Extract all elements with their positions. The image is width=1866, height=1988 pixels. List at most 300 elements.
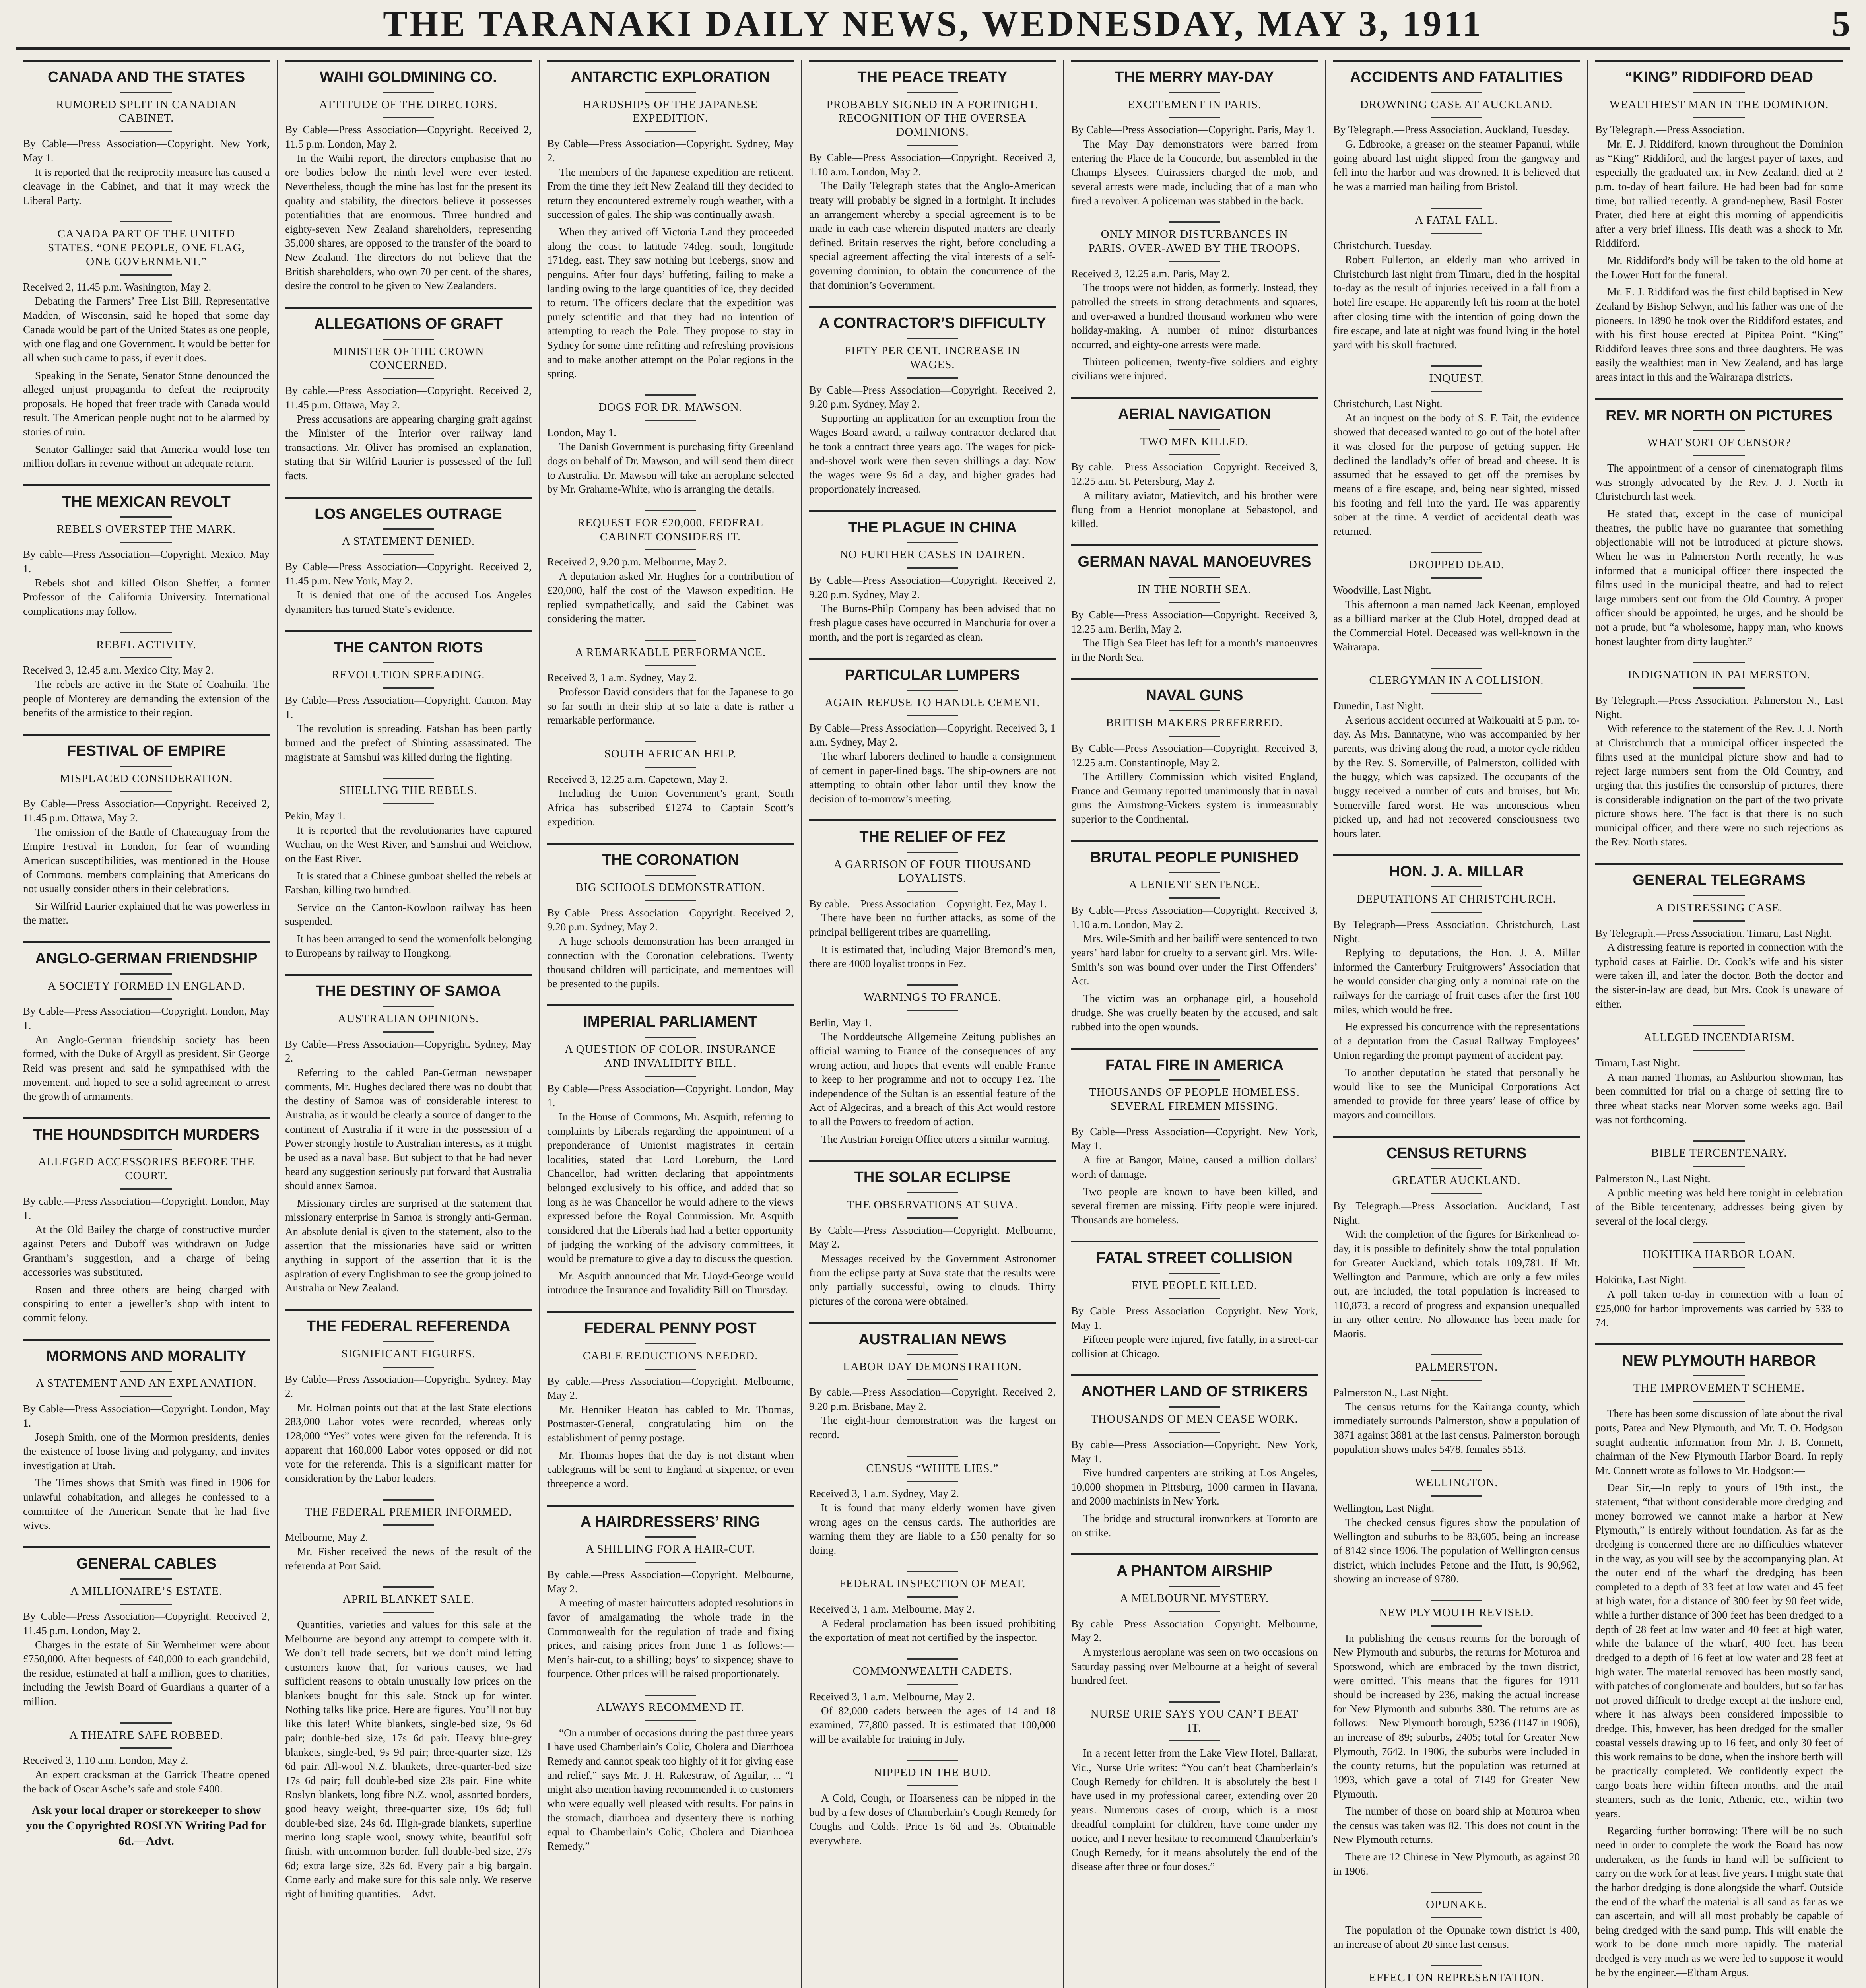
article-paragraph: Professor David considers that for the Japanese to go so far south in their ship at so late a date is rather a remarkable performance. bbox=[547, 685, 794, 726]
divider bbox=[1169, 429, 1220, 430]
article-subheading: A QUESTION OF COLOR. INSURANCE AND INVALIDITY BILL. bbox=[565, 1043, 776, 1070]
article-paragraph: Rosen and three others are being charged with conspiring to enter a jeweller’s shop with intent to commit felony. bbox=[23, 1283, 270, 1324]
article-paragraph: It has been arranged to send the womenfolk belonging to Europeans by railway to Hongkong. bbox=[285, 933, 532, 959]
article-paragraph: It is reported that the reciprocity measure has caused a cleavage in the Cabinet, and that it may wreck the Liberal Party. bbox=[23, 166, 270, 206]
article-subheading: A SHILLING FOR A HAIR-CUT. bbox=[586, 1543, 755, 1556]
article-paragraph: Mr. Asquith announced that Mr. Lloyd-George would introduce the Insurance and Invalidity Bill on Thursday. bbox=[547, 1270, 794, 1296]
article-paragraph: He stated that, except in the case of municipal theatres, the public have no guarantee that something objectionable will not be introduced at picture shows. When he was in Palmerston North recently, he was informed that a municipal officer there inspected the films used in the municipal theatre, and had to reject large numbers sent out from the Old Country. A proper officer should be appointed, he urges, and he should be not a prude, but “a wholesome, happy man, who knows honest laughter from dirty laughter.” bbox=[1595, 508, 1843, 647]
article bbox=[285, 1309, 532, 1485]
divider bbox=[1431, 1495, 1482, 1497]
article-paragraph: Mrs. Wile-Smith and her bailiff were sentenced to two years’ hard labor for cruelty to a servant girl. Mrs. Wile-Smith’s son was bound over under the First Offenders’ Act. bbox=[1071, 932, 1318, 987]
divider bbox=[645, 1343, 696, 1344]
article-paragraph: Service on the Canton-Kowloon railway has been suspended. bbox=[285, 901, 532, 928]
article-paragraph: Of 82,000 cadets between the ages of 14 and 18 examined, 77,800 passed. It is estimated that 100,000 will be available for training in July. bbox=[809, 1705, 1056, 1745]
article-subheading: NIPPED IN THE BUD. bbox=[873, 1766, 992, 1779]
divider bbox=[1169, 1273, 1220, 1274]
article-subheading: CLERGYMAN IN A COLLISION. bbox=[1369, 674, 1544, 687]
article-subheading: EFFECT ON REPRESENTATION. bbox=[1369, 1971, 1544, 1984]
article bbox=[547, 1311, 794, 1491]
article-paragraph: The omission of the Battle of Chateauguay from the Empire Festival in London, for fear of wounding American susceptibilities, was mentioned in the House of Commons, members complaining that Americans do not usually consider others in their celebrations. bbox=[23, 826, 270, 895]
dateline: By cable.—Press Association—Copyright. Fez, May 1. bbox=[809, 897, 1047, 910]
article-headline: REV. MR NORTH ON PICTURES bbox=[1595, 398, 1843, 425]
article-subheading: INDIGNATION IN PALMERSTON. bbox=[1628, 668, 1810, 681]
divider bbox=[120, 1188, 172, 1190]
article bbox=[809, 1160, 1056, 1308]
dateline: Received 3, 1.10 a.m. London, May 2. bbox=[23, 1754, 188, 1767]
divider bbox=[645, 1369, 696, 1370]
divider bbox=[907, 852, 958, 853]
divider bbox=[907, 1354, 958, 1355]
article-subheading: MISPLACED CONSIDERATION. bbox=[60, 772, 233, 785]
divider bbox=[907, 1785, 958, 1786]
article-paragraph: A poll taken to-day in connection with a loan of £25,000 for harbor improvements was carried by 533 to 74. bbox=[1595, 1288, 1843, 1329]
dateline: By Cable—Press Association—Copyright. Received 3, 1.10 a.m. London, May 2. bbox=[1071, 904, 1318, 930]
divider bbox=[383, 1367, 434, 1368]
article bbox=[1333, 60, 1580, 194]
dateline: By Cable—Press Association—Copyright. Received 3, 1.10 a.m. London, May 2. bbox=[809, 151, 1056, 178]
divider bbox=[645, 741, 696, 742]
article-paragraph: G. Edbrooke, a greaser on the steamer Papanui, while going aboard last night slipped from the gangway and fell into the harbor and was drowned. It is believed that he was a married man hailing from Bristol. bbox=[1333, 138, 1580, 192]
article bbox=[547, 60, 794, 381]
article-paragraph: The victim was an orphanage girl, a household drudge. She was cruelly beaten by the accused, and salt rubbed into the open wounds. bbox=[1071, 992, 1318, 1033]
divider bbox=[1169, 221, 1220, 223]
article-paragraph: A Federal proclamation has been issued prohibiting the exportation of meat not certified by the inspector. bbox=[809, 1617, 1056, 1644]
divider bbox=[907, 145, 958, 146]
dateline: By Cable—Press Association—Copyright. Received 2, 9.20 p.m. Sydney, May 2. bbox=[547, 907, 794, 933]
article-paragraph: Quantities, varieties and values for this sale at the Melbourne are beyond any attempt to compete with it. We don’t tell trade secrets, but we don’t mind letting customers know that, for various causes, we had sufficient reasons to obtain unusually low prices on the blankets bought for this sale. Stock up for winter. Nothing talks like price. Here are figures. You’ll not buy like this later! White blankets, single-bed size, 9s 6d pair; double-bed size, 17s 6d pair. Heavy blue-grey blankets, single-bed, 9s 9d pair; three-quarter size, 12s 6d pair. All-wool N.Z. blankets, three-quarter-bed size 17s 6d pair; full double-bed size 23s pair. Fine white Roslyn blankets, long fibre N.Z. wool, assorted borders, good heavy weight, three-quarter size, 19s 6d; full double-bed size, 24s 6d. High-grade blankets, superfine merino long staple wool, snowy white, beautiful soft finish, with uncommon border, full double-bed size, 27s 6d; extra large size, 32s 6d. Every pair a big bargain. Come early and make sure for this sale only. We reserve right of limiting quantities.—Advt. bbox=[285, 1618, 532, 1900]
article-subheading: DOGS FOR DR. MAWSON. bbox=[598, 400, 742, 414]
article-headline: BRUTAL PEOPLE PUNISHED bbox=[1071, 840, 1318, 867]
divider bbox=[383, 339, 434, 340]
article bbox=[547, 741, 794, 829]
article-paragraph: It is stated that a Chinese gunboat shelled the rebels at Fatshan, killing two hundred. bbox=[285, 870, 532, 896]
article-paragraph: Messages received by the Government Astronomer from the eclipse party at Suva state that the results were only partially successful, owing to clouds. Thirty pictures of the corona were obtained. bbox=[809, 1252, 1056, 1307]
article bbox=[809, 984, 1056, 1146]
article bbox=[547, 843, 794, 991]
article-paragraph: The eight-hour demonstration was the largest on record. bbox=[809, 1414, 1056, 1441]
article bbox=[809, 819, 1056, 971]
article-headline: PARTICULAR LUMPERS bbox=[809, 658, 1056, 684]
dateline: Received 3, 12.25 a.m. Capetown, May 2. bbox=[547, 773, 728, 785]
article-subheading: BIBLE TERCENTENARY. bbox=[1651, 1147, 1787, 1160]
article-paragraph: The census returns for the Kairanga county, which immediately surrounds Palmerston, show a population of 3871 against 3881 at the last census. Palmerston borough population shows males 5478, females 5513. bbox=[1333, 1400, 1580, 1455]
article-subheading: THE IMPROVEMENT SCHEME. bbox=[1633, 1382, 1805, 1395]
divider bbox=[645, 1720, 696, 1721]
article-paragraph: A Cold, Cough, or Hoarseness can be nipped in the bud by a few doses of Chamberlain’s Cough Remedy for Coughs and Colds. Price 1s 6d and 3s. Obtainable everywhere. bbox=[809, 1792, 1056, 1847]
article-subheading: NO FURTHER CASES IN DAIREN. bbox=[840, 548, 1025, 561]
article bbox=[1071, 1048, 1318, 1227]
article-paragraph: To another deputation he stated that personally he would like to see the Municipal Corporations Act amended to provide for three years’ lease of office by mayors and councillors. bbox=[1333, 1066, 1580, 1121]
divider bbox=[120, 1747, 172, 1749]
article-paragraph: It is found that many elderly women have given wrong ages on the census cards. The authorities are warning them they are liable to a £50 penalty for so doing. bbox=[809, 1501, 1056, 1556]
article-paragraph: A distressing feature is reported in connection with the typhoid cases at Fairlie. Dr. Cook’s wife and his sister were taken ill, and later the doctor. Both the doctor and the sister-in-law are dead, but Mrs. Cook is unaware of either. bbox=[1595, 941, 1843, 1010]
divider bbox=[120, 1396, 172, 1397]
dateline: Berlin, May 1. bbox=[809, 1016, 872, 1029]
dateline: Received 2, 11.45 p.m. Washington, May 2. bbox=[23, 281, 212, 293]
article-headline: THE PLAGUE IN CHINA bbox=[809, 510, 1056, 537]
article-subheading: A LENIENT SENTENCE. bbox=[1128, 878, 1260, 891]
divider bbox=[645, 549, 696, 550]
dateline: By Cable—Press Association—Copyright. London, May 1. bbox=[23, 1403, 270, 1429]
columns-container bbox=[16, 60, 1850, 1988]
article-subheading: FIVE PEOPLE KILLED. bbox=[1131, 1279, 1258, 1292]
divider bbox=[907, 1456, 958, 1457]
divider bbox=[1431, 1193, 1482, 1194]
divider bbox=[907, 338, 958, 339]
divider bbox=[907, 92, 958, 93]
article-headline: HON. J. A. MILLAR bbox=[1333, 854, 1580, 881]
article-paragraph: Joseph Smith, one of the Mormon presidents, denies the existence of loose living and polygamy, and invites investigation at Utah. bbox=[23, 1431, 270, 1472]
article-subheading: SHELLING THE REBELS. bbox=[339, 784, 478, 797]
article-paragraph: With the completion of the figures for Birkenhead to-day, it is possible to definitely show the total population for Greater Auckland, which totals 109,781. If Mt. Wellington and Panmure, which are only a few miles out, are included, the total population is increased to 110,873, a record of progress and expansion unequalled in any other centre. No allowance has been made for Maoris. bbox=[1333, 1228, 1580, 1340]
article-headline: THE DESTINY OF SAMOA bbox=[285, 974, 532, 1000]
divider bbox=[1693, 687, 1745, 689]
article-subheading: TWO MEN KILLED. bbox=[1140, 435, 1249, 448]
divider bbox=[120, 131, 172, 132]
dateline: By cable.—Press Association—Copyright. Melbourne, May 2. bbox=[547, 1375, 794, 1402]
article bbox=[1333, 1354, 1580, 1456]
article-subheading: THE FEDERAL PREMIER INFORMED. bbox=[305, 1505, 512, 1518]
article-paragraph: He expressed his concurrence with the representations of a deputation from the Casual Railway Employees’ Union regarding the prompt payment of accident pay. bbox=[1333, 1021, 1580, 1061]
divider bbox=[1431, 1917, 1482, 1918]
divider bbox=[907, 1596, 958, 1598]
article bbox=[285, 1586, 532, 1901]
article-paragraph: Senator Gallinger said that America would lose ten million dollars in revenue without an adequate return. bbox=[23, 443, 270, 470]
article-paragraph: Thirteen policemen, twenty-five soldiers and eighty civilians were injured. bbox=[1071, 355, 1318, 382]
article-paragraph: The bridge and structural ironworkers at Toronto are on strike. bbox=[1071, 1512, 1318, 1539]
dateline: Dunedin, Last Night. bbox=[1333, 700, 1424, 712]
article bbox=[1595, 398, 1843, 649]
article-subheading: DROPPED DEAD. bbox=[1408, 558, 1505, 571]
article-subheading: A STATEMENT AND AN EXPLANATION. bbox=[36, 1377, 257, 1390]
article bbox=[547, 1695, 794, 1853]
article-paragraph: The Austrian Foreign Office utters a similar warning. bbox=[821, 1133, 1050, 1145]
divider bbox=[383, 1006, 434, 1007]
article-paragraph: Regarding further borrowing: There will be no such need in order to complete the work the Board has now undertaken, as the funds in hand will be sufficient to carry on the work for at least five years. I might state that the harbor dredging is done alongside the wharf. Outside the end of the wharf the material is all sand as far as we can ascertain, and will all most probably be capable of being dredged with the sand pump. This will enable the work to be done much more rapidly. The material dredged is very much as we were led to suppose it would be by the engineer.—Eltham Argus. bbox=[1595, 1825, 1843, 1978]
dateline: Woodville, Last Night. bbox=[1333, 584, 1431, 596]
divider bbox=[1693, 1401, 1745, 1402]
article bbox=[285, 778, 532, 960]
dateline: By Cable—Press Association—Copyright. Received 3, 12.25 a.m. Berlin, May 2. bbox=[1071, 608, 1318, 635]
article bbox=[1595, 1140, 1843, 1228]
article-paragraph: It is reported that the revolutionaries have captured Wuchau, on the West River, and Samshui and Weichow, on the East River. bbox=[285, 824, 532, 864]
dateline: Received 2, 9.20 p.m. Melbourne, May 2. bbox=[547, 556, 727, 568]
article-subheading: THE OBSERVATIONS AT SUVA. bbox=[847, 1198, 1018, 1211]
article bbox=[285, 60, 532, 293]
divider bbox=[120, 791, 172, 792]
article-subheading: BIG SCHOOLS DEMONSTRATION. bbox=[575, 881, 765, 894]
article-subheading: OPUNAKE. bbox=[1426, 1898, 1487, 1911]
article-subheading: NEW PLYMOUTH REVISED. bbox=[1379, 1606, 1534, 1619]
article-paragraph: Sir Wilfrid Laurier explained that he was powerless in the matter. bbox=[23, 900, 270, 926]
divider bbox=[1169, 117, 1220, 118]
article-headline: THE MEXICAN REVOLT bbox=[23, 484, 270, 511]
article-paragraph: An Anglo-German friendship society has been formed, with the Duke of Argyll as president. Sir George Reid was present and said he sympathised with the movement, and hoped to see a solid agreement to arrest the growth of armaments. bbox=[23, 1033, 270, 1103]
article bbox=[23, 632, 270, 720]
article-paragraph: A public meeting was held here tonight in celebration of the Bible tercentenary, addresses being given by several of the local clergy. bbox=[1595, 1186, 1843, 1227]
divider bbox=[645, 92, 696, 93]
article-headline: GENERAL CABLES bbox=[23, 1546, 270, 1573]
divider bbox=[645, 1562, 696, 1563]
article-paragraph: The Artillery Commission which visited England, France and Germany reported unanimously that in naval guns the Armstrong-Vickers system is immeasurably superior to the Continental. bbox=[1071, 771, 1318, 825]
article-subheading: FEDERAL INSPECTION OF MEAT. bbox=[839, 1577, 1026, 1590]
article-subheading: SOUTH AFRICAN HELP. bbox=[604, 747, 737, 760]
article-paragraph: Mr. E. J. Riddiford was the first child baptised in New Zealand by Bishop Selwyn, and his father was one of the pioneers. In 1890 he took over the Riddiford estates, and with his first house erected at Pipitea Point. “King” Riddiford leaves three sons and three daughters. He was easily the wealthiest man in New Zealand, and has large areas intact in this and the Wairarapa districts. bbox=[1595, 286, 1843, 383]
article-paragraph: Press accusations are appearing charging graft against the Minister of the Interior over railway land transactions. Mr. Oliver has promised an explanation, stating that Sir Wilfrid Laurier is possessed of the full facts. bbox=[285, 413, 532, 482]
dateline: By Cable—Press Association—Copyright. Received 3, 12.25 a.m. Constantinople, May 2. bbox=[1071, 742, 1318, 769]
dateline: London, May 1. bbox=[547, 426, 616, 439]
divider bbox=[645, 394, 696, 396]
article-paragraph: A huge schools demonstration has been arranged in connection with the Coronation celebrations. Twenty thousand children will participate, and mementoes will be presented to the pupils. bbox=[547, 935, 794, 990]
divider bbox=[1693, 455, 1745, 456]
article-headline: ANTARCTIC EXPLORATION bbox=[547, 60, 794, 86]
article bbox=[23, 484, 270, 619]
dateline: By Telegraph.—Press Association. bbox=[1595, 124, 1745, 136]
article-subheading: REQUEST FOR £20,000. FEDERAL CABINET CONSIDERS IT. bbox=[577, 516, 764, 543]
dateline: By Cable—Press Association—Copyright. New York, May 1. bbox=[23, 138, 270, 164]
article-headline: THE FEDERAL REFERENDA bbox=[285, 1309, 532, 1336]
article-paragraph: Referring to the cabled Pan-German newspaper comments, Mr. Hughes declared there was no doubt that the destiny of Samoa was of considerable interest to Australia, as it would be clearly a source of danger to the continent of Australia if it were in the possession of a Power strongly hostile to Australian interests, as it might be used as a naval base. But subject to that he had never heard any suggestion seriously put forward that Australia should annex Samoa. bbox=[285, 1066, 532, 1192]
article-headline: A PHANTOM AIRSHIP bbox=[1071, 1553, 1318, 1580]
divider bbox=[1169, 577, 1220, 578]
divider bbox=[645, 875, 696, 876]
divider bbox=[1169, 872, 1220, 873]
article-headline: LOS ANGELES OUTRAGE bbox=[285, 497, 532, 523]
dateline: By Cable—Press Association—Copyright. New York, May 1. bbox=[1071, 1305, 1318, 1331]
divider bbox=[120, 221, 172, 222]
article-paragraph: A mysterious aeroplane was seen on two occasions on Saturday passing over Melbourne at a height of several hundred feet. bbox=[1071, 1646, 1318, 1687]
divider bbox=[1169, 736, 1220, 737]
article-subheading: IN THE NORTH SEA. bbox=[1138, 583, 1251, 596]
divider bbox=[383, 1341, 434, 1342]
dateline: Received 3, 1 a.m. Melbourne, May 2. bbox=[809, 1690, 975, 1703]
article-headline: THE HOUNDSDITCH MURDERS bbox=[23, 1117, 270, 1144]
article-headline: IMPERIAL PARLIAMENT bbox=[547, 1004, 794, 1031]
divider bbox=[383, 662, 434, 663]
dateline: By cable—Press Association—Copyright. New York, May 1. bbox=[1071, 1438, 1318, 1465]
article bbox=[1333, 854, 1580, 1122]
dateline: By Cable—Press Association—Copyright. Received 2, 11.45 p.m. London, May 2. bbox=[23, 1610, 270, 1637]
divider bbox=[1169, 454, 1220, 455]
divider bbox=[1169, 1701, 1220, 1703]
article bbox=[1071, 1374, 1318, 1540]
divider bbox=[383, 687, 434, 689]
dateline: By cable—Press Association—Copyright. Melbourne, May 2. bbox=[1071, 1617, 1318, 1644]
article-paragraph: A man named Thomas, an Ashburton showman, has been committed for trial on a charge of setting fire to three wheat stacks near Morven some weeks ago. Bail was not forthcoming. bbox=[1595, 1071, 1843, 1126]
article-subheading: REBEL ACTIVITY. bbox=[96, 638, 196, 651]
divider bbox=[1169, 92, 1220, 93]
article-paragraph: The Norddeutsche Allgemeine Zeitung publishes an official warning to France of the consequences of any wrong action, and hopes that events will enable France to keep to her programme and not to occupy Fez. The independence of the Sultan is an essential feature of the Act of Algeciras, and a breach of this Act would restore to all the Powers to freedom of action. bbox=[809, 1031, 1056, 1128]
dateline: By Cable—Press Association—Copyright. Received 2, 11.45 p.m. New York, May 2. bbox=[285, 561, 532, 587]
article-headline: ANOTHER LAND OF STRIKERS bbox=[1071, 1374, 1318, 1401]
article-paragraph: This afternoon a man named Jack Keenan, employed as a billiard marker at the Club Hotel, dropped dead at the Commercial Hotel. Deceased was well-known in the Wairarapa. bbox=[1333, 598, 1580, 653]
divider bbox=[1169, 897, 1220, 899]
article-subheading: WARNINGS TO FRANCE. bbox=[864, 990, 1001, 1004]
article-subheading: A REMARKABLE PERFORMANCE. bbox=[575, 646, 766, 659]
divider bbox=[120, 998, 172, 1000]
divider bbox=[907, 1217, 958, 1219]
article-paragraph: At the Old Bailey the charge of constructive murder against Peters and Duboff was withdrawn on Judge Grantham’s suggestion, and a charge of being accessories was substituted. bbox=[23, 1223, 270, 1278]
divider bbox=[1693, 1025, 1745, 1026]
article-headline: NEW PLYMOUTH HARBOR bbox=[1595, 1343, 1843, 1370]
article bbox=[809, 510, 1056, 645]
article bbox=[1333, 668, 1580, 841]
column-3 bbox=[540, 60, 802, 1988]
divider bbox=[1169, 1740, 1220, 1741]
dateline: By Cable—Press Association—Copyright. Received 2, 11.5 p.m. London, May 2. bbox=[285, 124, 532, 150]
divider bbox=[645, 131, 696, 132]
article-headline: A HAIRDRESSERS’ RING bbox=[547, 1505, 794, 1531]
divider bbox=[907, 1010, 958, 1011]
article-paragraph: Rebels shot and killed Olson Sheffer, a former Professor of the California University. International complications may follow. bbox=[23, 577, 270, 617]
divider bbox=[1693, 920, 1745, 922]
article bbox=[1071, 1553, 1318, 1688]
article-paragraph: Debating the Farmers’ Free List Bill, Representative Madden, of Wisconsin, said he hoped that some day Canada would be part of the United States as one people, with one flag and one Government. It would be better for all when such came to pass, if ever it does. bbox=[23, 295, 270, 364]
article bbox=[1333, 552, 1580, 654]
article bbox=[1595, 662, 1843, 849]
article-paragraph: It is estimated that, including Major Bremond’s men, there are 4000 loyalist troops in Fez. bbox=[809, 943, 1056, 970]
divider bbox=[1431, 1625, 1482, 1627]
divider bbox=[383, 1586, 434, 1588]
article bbox=[285, 497, 532, 617]
article-paragraph: A serious accident occurred at Waikouaiti at 5 p.m. to-day. As Mrs. Bannatyne, who was accompanied by her parents, was driving along the road, a motor cycle ridden by the Rev. S. Somerville, of Palmerston, collided with the buggy, which was capsized. The occupants of the buggy received a number of cuts and bruises, but Mr. Somerville fared worst. He was unconscious when picked up, and had not recovered consciousness two hours later. bbox=[1333, 714, 1580, 839]
divider bbox=[1693, 1375, 1745, 1376]
article bbox=[23, 734, 270, 928]
article bbox=[285, 974, 532, 1295]
article-paragraph: The troops were not hidden, as formerly. Instead, they patrolled the streets in strong detachments and squares, and over-awed a hundred thousand workmen who were holiday-making. A number of minor disturbances occurred, and eighty-one arrests were made. bbox=[1071, 282, 1318, 350]
article-paragraph: In the Waihi report, the directors emphasise that no ore bodies below the ninth level were ever tested. Nevertheless, though the mine has lost for the present its quality and stability, the directors believe it possesses potentialities that are enormous. Three hundred and eighty-seven New Zealand shareholders, representing 35,000 shares, are opposed to the transfer of the board to New Zealand. The directors do not believe that the British shareholders, who own 70 per cent. of the shares, desire the control to be given to New Zealanders. bbox=[285, 152, 532, 292]
article bbox=[1071, 397, 1318, 531]
article-subheading: INQUEST. bbox=[1429, 372, 1484, 385]
article bbox=[1071, 221, 1318, 383]
article-subheading: AGAIN REFUSE TO HANDLE CEMENT. bbox=[825, 696, 1040, 709]
divider bbox=[1431, 92, 1482, 93]
divider bbox=[1431, 1168, 1482, 1169]
article bbox=[285, 307, 532, 483]
divider bbox=[907, 1658, 958, 1660]
divider bbox=[1693, 1166, 1745, 1167]
article-subheading: ALWAYS RECOMMEND IT. bbox=[596, 1701, 744, 1714]
divider bbox=[1169, 710, 1220, 711]
divider bbox=[1431, 668, 1482, 669]
article-paragraph: Five hundred carpenters are striking at Los Angeles, 10,000 shopmen in Pittsburg, 1000 carmen in Havana, and 2000 machinists in New York. bbox=[1071, 1467, 1318, 1507]
column-1 bbox=[16, 60, 278, 1988]
divider bbox=[907, 891, 958, 892]
divider bbox=[383, 778, 434, 779]
article-paragraph: It is denied that one of the accused Los Angeles dynamiters has turned State’s evidence. bbox=[285, 589, 532, 615]
dateline: Melbourne, May 2. bbox=[285, 1531, 368, 1543]
divider bbox=[383, 1031, 434, 1033]
article bbox=[809, 1322, 1056, 1442]
article-paragraph: Robert Fullerton, an elderly man who arrived in Christchurch last night from Timaru, died in the hospital to-day as the result of injuries received in a fall from a hotel fire escape. He apparently left his room at the hotel after closing time with the intention of going down the fire escape, and late at night was found lying in the hotel yard with his skull fractured. bbox=[1333, 254, 1580, 351]
article bbox=[809, 60, 1056, 292]
article-subheading: CANADA PART OF THE UNITED STATES. “ONE PEOPLE, ONE FLAG, ONE GOVERNMENT.” bbox=[48, 227, 245, 268]
dateline: By Telegraph.—Press Association. Timaru, Last Night. bbox=[1595, 927, 1832, 939]
divider bbox=[1169, 1406, 1220, 1408]
divider bbox=[907, 984, 958, 986]
article-paragraph: A fire at Bangor, Maine, caused a million dollars’ worth of damage. bbox=[1071, 1154, 1318, 1180]
divider bbox=[907, 1571, 958, 1572]
divider bbox=[907, 1192, 958, 1193]
article bbox=[1071, 678, 1318, 826]
article-headline: THE SOLAR ECLIPSE bbox=[809, 1160, 1056, 1186]
article-paragraph: Dear Sir,—In reply to yours of 19th inst., the statement, “that without considerable more dredging and money borrowed we cannot make a harbor at New Plymouth,” is entirely without foundation. As far as the dredging is concerned there are no difficulties whatever in the way, as you will see by the accompanying plan. At the outer end of the wharf the dredging has been completed to a depth of 33 feet at low water and 45 feet at high water, for a distance of 300 feet by 90 feet wide, while a further distance of 300 feet has been dredged to a depth of 28 feet at low water and 40 feet at high water, while the balance of the wharf, 400 feet, has been dredged to a depth of 16 feet at low water and 28 feet at high water. The material removed has been mostly sand, with patches of conglomerate and boulders, but so far has not proved difficult to dredge except at the inshore end, where it has always been considered impossible to dredge. This, however, has been dredged for the smaller coastal vessels drawing up to 16 feet, and only 30 feet of this work remains to be done, when the inshore berth will be practically completed. We confidently expect the cargo boats here within fifteen months, and the mail steamers, such as the Ionic, Athenic, etc., within two years. bbox=[1595, 1481, 1843, 1819]
article-subheading: A SOCIETY FORMED IN ENGLAND. bbox=[47, 979, 245, 992]
divider bbox=[120, 766, 172, 767]
article-paragraph: At an inquest on the body of S. F. Tait, the evidence showed that deceased wanted to go out of the hotel after it was closed for the purpose of getting supper. He declined the landlady’s offer of bread and cheese. It is assumed that he essayed to get off the premises by means of a fire escape, and, being near sighted, missed his footing and fell into the yard. He was apparently sober at the time. A verdict of accidental death was returned. bbox=[1333, 412, 1580, 537]
article-paragraph: Mr. Holman points out that at the last State elections 283,000 Labor votes were recorded, whereas only 128,000 “Yes” votes were given for the referenda. It is apparent that 160,000 Labor votes opposed or did not vote for the referenda. This is a significant matter for consideration by the Labor leaders. bbox=[285, 1401, 532, 1484]
dateline: By Cable—Press Association—Copyright. Received 2, 9.20 p.m. Sydney, May 2. bbox=[809, 384, 1056, 410]
dateline: Received 3, 12.45 a.m. Mexico City, May 2. bbox=[23, 664, 214, 676]
divider bbox=[1431, 577, 1482, 579]
divider bbox=[1431, 552, 1482, 553]
dateline: By Cable—Press Association—Copyright. London, May 1. bbox=[547, 1082, 794, 1109]
article-headline: NAVAL GUNS bbox=[1071, 678, 1318, 705]
article-paragraph: There has been some discussion of late about the rival ports, Patea and New Plymouth, and Mr. T. O. Hodgson sought authentic information from Mr. J. B. Connett, chairman of the New Plymouth Harbor Board. In reply Mr. Connett wrote as follows to Mr. Hodgson:— bbox=[1595, 1408, 1843, 1476]
masthead-title: THE TARANAKI DAILY NEWS, WEDNESDAY, MAY 3, 1911 bbox=[383, 3, 1483, 44]
article bbox=[1333, 1892, 1580, 1951]
divider bbox=[645, 1536, 696, 1538]
divider bbox=[907, 690, 958, 691]
dateline: Received 3, 1 a.m. Sydney, May 2. bbox=[547, 672, 697, 684]
article-subheading: CENSUS “WHITE LIES.” bbox=[866, 1462, 999, 1475]
dateline: By Cable—Press Association—Copyright. Received 2, 9.20 p.m. Sydney, May 2. bbox=[809, 574, 1056, 600]
article-headline: FATAL FIRE IN AMERICA bbox=[1071, 1048, 1318, 1074]
article-subheading: ALLEGED ACCESSORIES BEFORE THE COURT. bbox=[38, 1155, 255, 1182]
article-subheading: ALLEGED INCENDIARISM. bbox=[1643, 1031, 1795, 1044]
divider bbox=[1431, 1600, 1482, 1601]
article-headline: MORMONS AND MORALITY bbox=[23, 1339, 270, 1365]
article bbox=[809, 1760, 1056, 1848]
divider bbox=[645, 1695, 696, 1696]
divider bbox=[1693, 430, 1745, 431]
page-number: 5 bbox=[1832, 3, 1850, 44]
column-2 bbox=[278, 60, 540, 1988]
article-headline: THE RELIEF OF FEZ bbox=[809, 819, 1056, 846]
dateline: Received 3, 1 a.m. Sydney, May 2. bbox=[809, 1487, 959, 1500]
divider bbox=[907, 1379, 958, 1380]
article bbox=[1333, 208, 1580, 352]
dateline: Palmerston N., Last Night. bbox=[1333, 1386, 1449, 1399]
article-subheading: ATTITUDE OF THE DIRECTORS. bbox=[319, 98, 498, 111]
divider bbox=[1431, 233, 1482, 234]
article-headline: A CONTRACTOR’S DIFFICULTY bbox=[809, 306, 1056, 332]
dateline: By cable—Press Association—Copyright. Mexico, May 1. bbox=[23, 548, 270, 575]
article bbox=[809, 658, 1056, 806]
article bbox=[23, 1722, 270, 1849]
divider bbox=[383, 1524, 434, 1526]
article-subheading: REVOLUTION SPREADING. bbox=[332, 668, 485, 681]
article bbox=[23, 60, 270, 208]
article-subheading: DEPUTATIONS AT CHRISTCHURCH. bbox=[1357, 893, 1556, 906]
divider bbox=[1693, 1050, 1745, 1051]
article-subheading: WELLINGTON. bbox=[1415, 1476, 1498, 1489]
article-paragraph: The members of the Japanese expedition are reticent. From the time they left New Zealand till they decided to return they encountered extremely rough weather, with a succession of gales. The ship was continually awash. bbox=[547, 166, 794, 221]
article-subheading: THOUSANDS OF PEOPLE HOMELESS. SEVERAL FIREMEN MISSING. bbox=[1089, 1086, 1300, 1113]
divider bbox=[1431, 1380, 1482, 1381]
article-paragraph: In a recent letter from the Lake View Hotel, Ballarat, Vic., Nurse Urie writes: “You can’t beat Chamberlain’s Cough Remedy for children. It is absolutely the best I have used in my professional career, extending over 20 years. Numerous cases of croup, which is a most dreadful complaint for children, have come under my notice, and I never hesitate to recommend Chamberlain’s Cough Remedy, for it means absolutely the end of the disease after three or four doses.” bbox=[1071, 1747, 1318, 1873]
dateline: By Cable—Press Association—Copyright. Sydney, May 2. bbox=[285, 1373, 532, 1400]
article-paragraph: A meeting of master haircutters adopted resolutions in favor of amalgamating the whole trade in the Commonwealth for the regulation of trade and fixing prices, and raising prices from June 1 as follows:—Men’s hair-cut, to a shilling; boys’ to sixpence; shave to fourpence. Other prices will be raised proportionately. bbox=[547, 1597, 794, 1680]
article-headline: THE MERRY MAY-DAY bbox=[1071, 60, 1318, 86]
article-subheading: HOKITIKA HARBOR LOAN. bbox=[1643, 1248, 1796, 1261]
divider bbox=[1169, 261, 1220, 262]
divider bbox=[120, 516, 172, 518]
article bbox=[547, 1004, 794, 1297]
dateline: By Cable—Press Association—Copyright. Melbourne, May 2. bbox=[809, 1224, 1056, 1250]
article-paragraph: There have been no further attacks, as some of the principal belligerent tribes are quarrelling. bbox=[809, 912, 1056, 938]
article-paragraph: “On a number of occasions during the past three years I have used Chamberlain’s Colic, Cholera and Diarrhoea Remedy and cannot speak too highly of it for giving ease and relief,” says Mr. J. H. Rakestraw, of Aguilar, ... “I might also mention having recommended it to customers who were equally well pleased with results. For pains in the stomach, diarrhoea and dysentery there is nothing equal to Chamberlain’s Colic, Cholera and Diarrhoea Remedy.” bbox=[547, 1726, 794, 1852]
